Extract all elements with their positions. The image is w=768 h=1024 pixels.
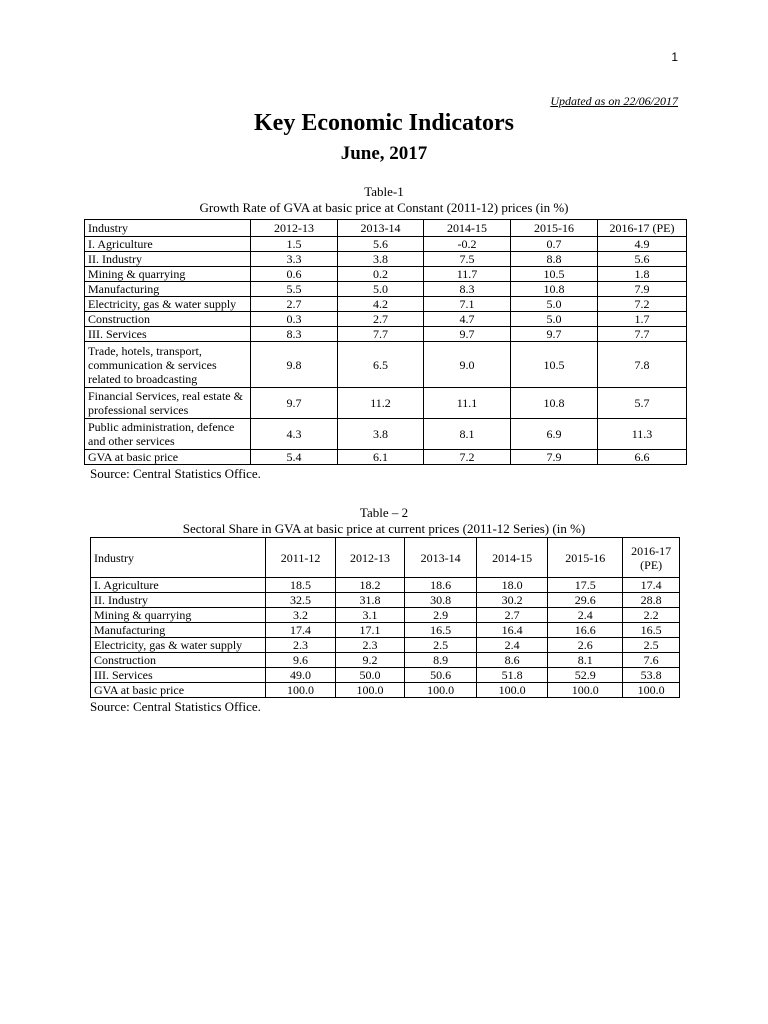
table1-row <box>85 312 687 327</box>
sectoral-share-table <box>90 537 680 698</box>
table2-cell: 100.0 <box>623 683 680 698</box>
page-subtitle: June, 2017 <box>340 143 428 164</box>
table2-header-cell: 2015-16 <box>548 538 623 578</box>
table2-row-label: Manufacturing <box>91 623 266 638</box>
table2-cell: 17.4 <box>623 578 680 593</box>
table1-caption: Growth Rate of GVA at basic price at Constant (2011-12) prices (in %) <box>199 200 569 215</box>
table2-row-label: Electricity, gas & water supply <box>91 638 266 653</box>
table1-cell: 6.6 <box>598 450 687 465</box>
table1-row-label: Trade, hotels, transport, communication & services related to broadcasting <box>85 342 251 388</box>
table1-row-label: I. Agriculture <box>85 237 251 252</box>
table2-cell: 18.5 <box>266 578 336 593</box>
table2-row <box>91 593 680 608</box>
table2-cell: 32.5 <box>266 593 336 608</box>
table2-row-label: Mining & quarrying <box>91 608 266 623</box>
table2-cell: 8.6 <box>477 653 548 668</box>
table1-cell: 7.7 <box>598 327 687 342</box>
table1-cell: 7.2 <box>424 450 511 465</box>
table2-cell: 30.8 <box>405 593 477 608</box>
table2-cell: 17.1 <box>336 623 405 638</box>
table1-header-cell: 2016-17 (PE) <box>598 220 687 237</box>
table1-row-label: Financial Services, real estate & professional services <box>85 388 251 419</box>
table2-header-cell: Industry <box>91 538 266 578</box>
table1-cell: 3.8 <box>338 252 424 267</box>
table1-cell: 11.1 <box>424 388 511 419</box>
table1-row <box>85 267 687 282</box>
table1-cell: 8.8 <box>511 252 598 267</box>
table2-cell: 16.5 <box>623 623 680 638</box>
table2-row <box>91 638 680 653</box>
table1-row <box>85 419 687 450</box>
table1-row-label: GVA at basic price <box>85 450 251 465</box>
table2-cell: 2.9 <box>405 608 477 623</box>
table1-row-label: Electricity, gas & water supply <box>85 297 251 312</box>
table2-cell: 16.5 <box>405 623 477 638</box>
table2-cell: 16.6 <box>548 623 623 638</box>
table1-cell: 8.1 <box>424 419 511 450</box>
table2-caption: Sectoral Share in GVA at basic price at current prices (2011-12 Series) (in %) <box>182 521 586 536</box>
table1-cell: 4.3 <box>251 419 338 450</box>
table1-cell: 9.7 <box>424 327 511 342</box>
table2-cell: 9.6 <box>266 653 336 668</box>
table2-header-cell: 2011-12 <box>266 538 336 578</box>
table2-cell: 2.4 <box>548 608 623 623</box>
table2-header-cell: 2013-14 <box>405 538 477 578</box>
table1-cell: 5.4 <box>251 450 338 465</box>
table2-row <box>91 683 680 698</box>
table1-cell: 7.1 <box>424 297 511 312</box>
table1-cell: 8.3 <box>424 282 511 297</box>
table1-header-cell: 2014-15 <box>424 220 511 237</box>
table2-cell: 3.2 <box>266 608 336 623</box>
table2-cell: 18.6 <box>405 578 477 593</box>
table1-row <box>85 327 687 342</box>
table1-cell: 1.7 <box>598 312 687 327</box>
table2-header-cell: 2012-13 <box>336 538 405 578</box>
table2-cell: 50.6 <box>405 668 477 683</box>
table1-header-cell: 2013-14 <box>338 220 424 237</box>
growth-rate-table <box>84 219 687 465</box>
table1-cell: -0.2 <box>424 237 511 252</box>
table2-label: Table – 2 <box>359 505 409 520</box>
table2-cell: 100.0 <box>266 683 336 698</box>
table2-cell: 2.5 <box>405 638 477 653</box>
page-number: 1 <box>671 50 678 64</box>
table2-cell: 9.2 <box>336 653 405 668</box>
table1-row-label: Mining & quarrying <box>85 267 251 282</box>
table1-cell: 5.6 <box>598 252 687 267</box>
table2-cell: 17.5 <box>548 578 623 593</box>
table2-cell: 31.8 <box>336 593 405 608</box>
table1-cell: 0.7 <box>511 237 598 252</box>
table1-source: Source: Central Statistics Office. <box>90 466 261 481</box>
table1-cell: 3.3 <box>251 252 338 267</box>
table1-row-label: Public administration, defence and other services <box>85 419 251 450</box>
table1-row-label: Manufacturing <box>85 282 251 297</box>
table1-cell: 6.5 <box>338 342 424 388</box>
table1-row <box>85 297 687 312</box>
table2-cell: 29.6 <box>548 593 623 608</box>
table2-cell: 100.0 <box>336 683 405 698</box>
table2-header-cell: 2014-15 <box>477 538 548 578</box>
table2-cell: 30.2 <box>477 593 548 608</box>
table1-row <box>85 450 687 465</box>
table1-cell: 6.1 <box>338 450 424 465</box>
table2-cell: 16.4 <box>477 623 548 638</box>
table2-row <box>91 578 680 593</box>
table1-cell: 0.3 <box>251 312 338 327</box>
table1-row <box>85 252 687 267</box>
table1-cell: 5.0 <box>511 297 598 312</box>
table2-cell: 49.0 <box>266 668 336 683</box>
table1-row-label: II. Industry <box>85 252 251 267</box>
table1-cell: 10.8 <box>511 282 598 297</box>
table1-cell: 1.5 <box>251 237 338 252</box>
table2-cell: 3.1 <box>336 608 405 623</box>
table2-cell: 53.8 <box>623 668 680 683</box>
table1-cell: 5.6 <box>338 237 424 252</box>
table1-cell: 3.8 <box>338 419 424 450</box>
table1-cell: 5.5 <box>251 282 338 297</box>
updated-date: Updated as on 22/06/2017 <box>550 94 678 108</box>
table2-cell: 51.8 <box>477 668 548 683</box>
table2-cell: 100.0 <box>477 683 548 698</box>
page-title: Key Economic Indicators <box>254 110 514 136</box>
table1-header-cell: 2012-13 <box>251 220 338 237</box>
table1-cell: 11.7 <box>424 267 511 282</box>
table1-row <box>85 388 687 419</box>
table1-cell: 0.2 <box>338 267 424 282</box>
table2-cell: 2.7 <box>477 608 548 623</box>
table2-row <box>91 653 680 668</box>
table2-cell: 18.2 <box>336 578 405 593</box>
table1-cell: 6.9 <box>511 419 598 450</box>
table1-cell: 7.5 <box>424 252 511 267</box>
table1-cell: 9.0 <box>424 342 511 388</box>
table2-row-label: GVA at basic price <box>91 683 266 698</box>
table1-label: Table-1 <box>364 184 404 199</box>
table2-source: Source: Central Statistics Office. <box>90 699 261 714</box>
table2-cell: 28.8 <box>623 593 680 608</box>
table2-cell: 2.5 <box>623 638 680 653</box>
table1-row <box>85 282 687 297</box>
table2-row <box>91 608 680 623</box>
table1-cell: 11.2 <box>338 388 424 419</box>
table1-cell: 7.7 <box>338 327 424 342</box>
table1-cell: 5.0 <box>338 282 424 297</box>
table1-cell: 7.2 <box>598 297 687 312</box>
table2-cell: 2.2 <box>623 608 680 623</box>
table2-cell: 8.9 <box>405 653 477 668</box>
table1-cell: 2.7 <box>251 297 338 312</box>
table1-row-label: III. Services <box>85 327 251 342</box>
table2-cell: 50.0 <box>336 668 405 683</box>
table2-row-label: I. Agriculture <box>91 578 266 593</box>
table1-cell: 7.8 <box>598 342 687 388</box>
table2-cell: 8.1 <box>548 653 623 668</box>
table1-cell: 10.5 <box>511 267 598 282</box>
table1-cell: 4.9 <box>598 237 687 252</box>
table1-cell: 8.3 <box>251 327 338 342</box>
table2-row <box>91 668 680 683</box>
table1-cell: 4.2 <box>338 297 424 312</box>
table2-cell: 100.0 <box>548 683 623 698</box>
table2-row-label: Construction <box>91 653 266 668</box>
table1-cell: 7.9 <box>598 282 687 297</box>
table1-cell: 7.9 <box>511 450 598 465</box>
table1-row-label: Construction <box>85 312 251 327</box>
table1-cell: 2.7 <box>338 312 424 327</box>
table2-cell: 2.3 <box>336 638 405 653</box>
table2-cell: 2.4 <box>477 638 548 653</box>
table2-row <box>91 623 680 638</box>
table1-cell: 11.3 <box>598 419 687 450</box>
table2-cell: 7.6 <box>623 653 680 668</box>
table1-cell: 10.5 <box>511 342 598 388</box>
table1-row <box>85 237 687 252</box>
table1-cell: 9.7 <box>511 327 598 342</box>
table2-row-label: II. Industry <box>91 593 266 608</box>
table1-cell: 9.7 <box>251 388 338 419</box>
table1-header-cell: Industry <box>85 220 251 237</box>
table1-cell: 10.8 <box>511 388 598 419</box>
table2-cell: 2.3 <box>266 638 336 653</box>
table2-cell: 52.9 <box>548 668 623 683</box>
table2-cell: 17.4 <box>266 623 336 638</box>
table1-cell: 5.0 <box>511 312 598 327</box>
table1-cell: 5.7 <box>598 388 687 419</box>
table1-cell: 1.8 <box>598 267 687 282</box>
table2-cell: 18.0 <box>477 578 548 593</box>
table1-cell: 4.7 <box>424 312 511 327</box>
table1-row <box>85 342 687 388</box>
table1-cell: 9.8 <box>251 342 338 388</box>
table1-header-cell: 2015-16 <box>511 220 598 237</box>
table2-row-label: III. Services <box>91 668 266 683</box>
table1-cell: 0.6 <box>251 267 338 282</box>
table2-header-cell: 2016-17 (PE) <box>623 538 680 578</box>
table2-cell: 100.0 <box>405 683 477 698</box>
table2-cell: 2.6 <box>548 638 623 653</box>
